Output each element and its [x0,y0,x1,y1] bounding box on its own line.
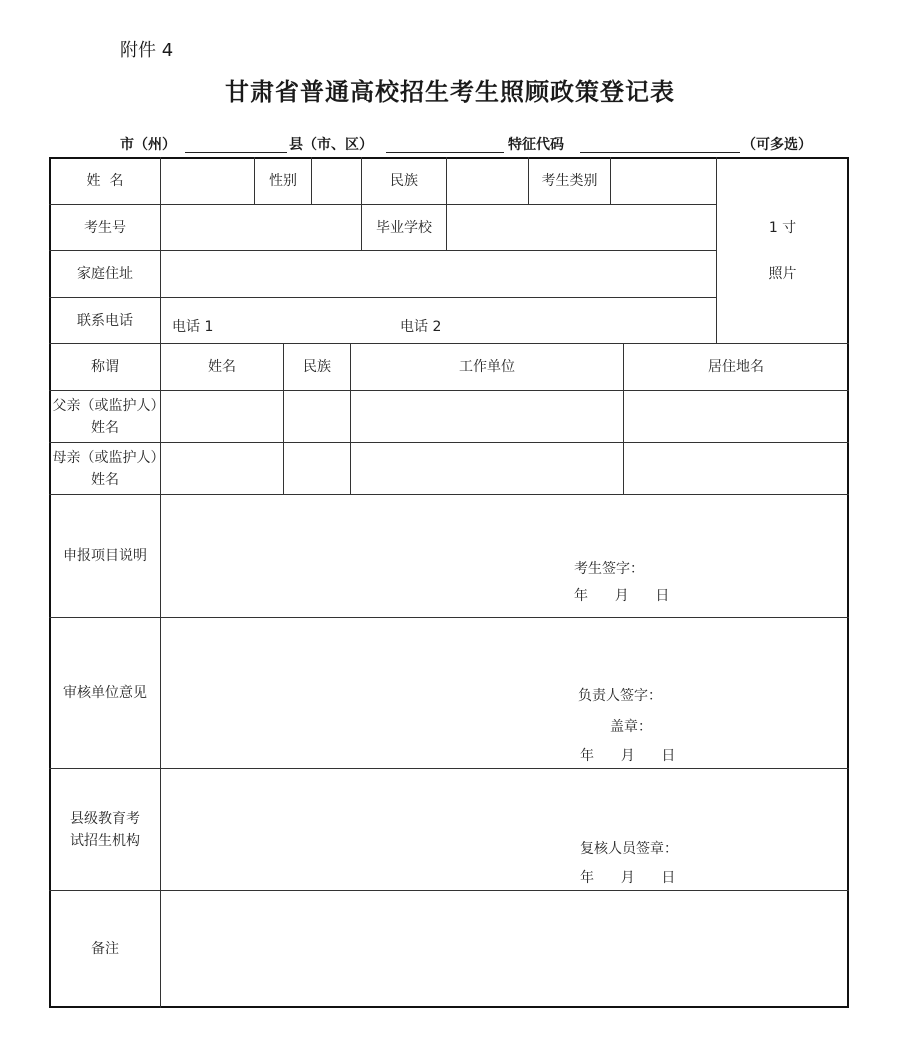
review-date: 年 月 日 [580,748,676,764]
candidate-type-label: 考生类别 [541,173,598,189]
candidate-type-input-cell[interactable] [611,158,716,204]
family-name-header: 姓名 [208,359,236,375]
reviewer-signature-label: 复核人员签章： [580,841,678,857]
ethnicity-input-cell[interactable] [447,158,528,204]
county-label: 县（市、区） [289,137,373,153]
feature-code-blank-line[interactable] [580,152,740,153]
graduation-school-label: 毕业学校 [376,219,432,236]
form-title: 甘肃省普通高校招生考生照顾政策登记表 [225,77,675,106]
work-unit-header: 工作单位 [459,359,515,375]
gender-label: 性别 [269,173,297,189]
row-divider [49,442,849,443]
remarks-input-cell[interactable] [161,891,848,1007]
candidate-signature-label: 考生签字： [574,561,644,577]
review-label: 审核单位意见 [63,685,147,701]
multi-select-note: （可多选） [742,137,812,153]
attachment-label: 附件 4 [120,40,174,61]
home-address-input-cell[interactable] [161,251,716,297]
photo-label: 照片 [768,265,797,282]
gender-input-cell[interactable] [312,158,361,204]
county-office-date: 年 月 日 [580,870,676,886]
name-input-cell[interactable] [161,158,254,204]
remarks-label: 备注 [91,941,119,957]
county-blank-line[interactable] [386,152,504,153]
family-ethnicity-header: 民族 [303,359,331,375]
candidate-number-label: 考生号 [84,219,126,236]
row-divider [49,617,849,618]
mother-label: 母亲（或监护人）姓名 [52,449,158,488]
phone2-label: 电话 2 [400,319,442,335]
ethnicity-label: 民族 [390,173,418,189]
feature-code-label: 特征代码 [508,137,564,153]
phone1-label: 电话 1 [172,319,214,335]
photo-size-label: 1 寸 [768,219,797,236]
row-divider [49,390,849,391]
relation-header: 称谓 [91,359,119,375]
contact-phone-label: 联系电话 [77,312,133,329]
candidate-number-input-cell[interactable] [161,205,361,250]
declaration-label: 申报项目说明 [63,548,147,564]
city-blank-line[interactable] [185,152,287,153]
city-label: 市（州） [120,137,176,153]
row-divider [49,768,849,769]
home-address-label: 家庭住址 [77,266,133,282]
name-label: 姓 名 [86,173,124,189]
graduation-school-input-cell[interactable] [447,205,716,250]
father-label: 父亲（或监护人）姓名 [52,397,158,436]
residence-header: 居住地名 [708,359,764,375]
declaration-date: 年 月 日 [574,588,670,604]
county-office-label: 县级教育考试招生机构 [70,810,140,849]
row-divider [49,494,849,495]
responsible-signature-label: 负责人签字： [578,688,662,704]
photo-box[interactable] [717,158,848,343]
seal-label: 盖章： [610,719,652,735]
